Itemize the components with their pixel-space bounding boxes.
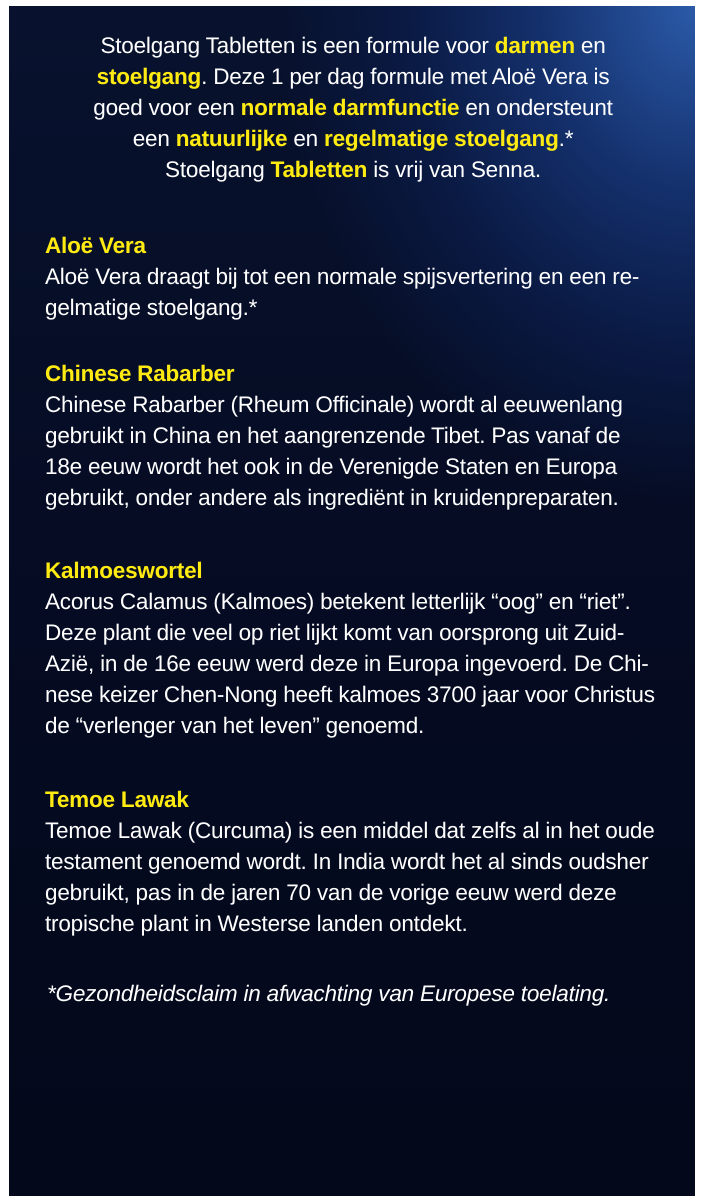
intro-text: Stoelgang xyxy=(165,157,271,182)
intro-highlight: normale darmfunctie xyxy=(240,95,460,120)
product-info-panel xyxy=(9,6,695,1196)
section-title: Temoe Lawak xyxy=(45,787,189,812)
intro-text: goed voor een xyxy=(93,95,241,120)
intro-text: en xyxy=(574,33,606,58)
section-body: Temoe Lawak (Curcuma) is een middel dat zelfs al in het oude testament genoemd wordt. In India wordt het al sinds oudsher gebruikt, pas in de jaren 70 van de vorige eeuw werd deze tropische plant in Westerse landen ontdekt. xyxy=(45,818,655,936)
intro-highlight: regelmatige stoelgang xyxy=(324,126,559,151)
section-title: Chinese Rabarber xyxy=(45,361,235,386)
intro-text: is vrij van Senna. xyxy=(367,157,541,182)
section-chinese-rabarber xyxy=(45,358,665,513)
intro-text: en ondersteunt xyxy=(459,95,613,120)
section-kalmoeswortel xyxy=(45,555,665,741)
intro-text: een xyxy=(132,126,176,151)
section-body: Chinese Rabarber (Rheum Officinale) wordt al eeuwenlang gebruikt in China en het aangrenzende Tibet. Pas vanaf de 18e eeuw wordt het ook in de Verenigde Staten en Europa gebruikt, onder andere als ingrediënt in kruidenpreparaten. xyxy=(45,392,623,510)
section-body: Aloë Vera draagt bij tot een normale spijsvertering en een re- gelmatige stoelgang.* xyxy=(45,264,640,320)
intro-highlight: darmen xyxy=(494,33,575,58)
section-aloe-vera xyxy=(45,230,665,323)
intro-text: . Deze 1 per dag formule met Aloë Vera is xyxy=(201,64,610,89)
section-body: Acorus Calamus (Kalmoes) betekent letterlijk “oog” en “riet”. Deze plant die veel op riet lijkt komt van oorsprong uit Zuid- Azië, in de 16e eeuw werd deze in Europa ingevoerd. De Chi- nese keizer Chen-Nong heeft kalmoes 3700 jaar voor Christus de “verlenger van het leven” genoemd. xyxy=(45,589,655,738)
intro-text: Stoelgang Tabletten is een formule voor xyxy=(100,33,495,58)
intro-text: en xyxy=(287,126,325,151)
section-title: Kalmoeswortel xyxy=(45,558,203,583)
intro-paragraph xyxy=(49,30,657,185)
section-temoe-lawak xyxy=(45,784,665,939)
footnote: *Gezondheidsclaim in afwachting van Europese toelating. xyxy=(47,981,611,1006)
intro-highlight: stoelgang xyxy=(96,64,202,89)
intro-text: .* xyxy=(558,126,574,151)
section-title: Aloë Vera xyxy=(45,233,146,258)
intro-highlight: natuurlijke xyxy=(175,126,288,151)
intro-highlight: Tabletten xyxy=(270,157,368,182)
